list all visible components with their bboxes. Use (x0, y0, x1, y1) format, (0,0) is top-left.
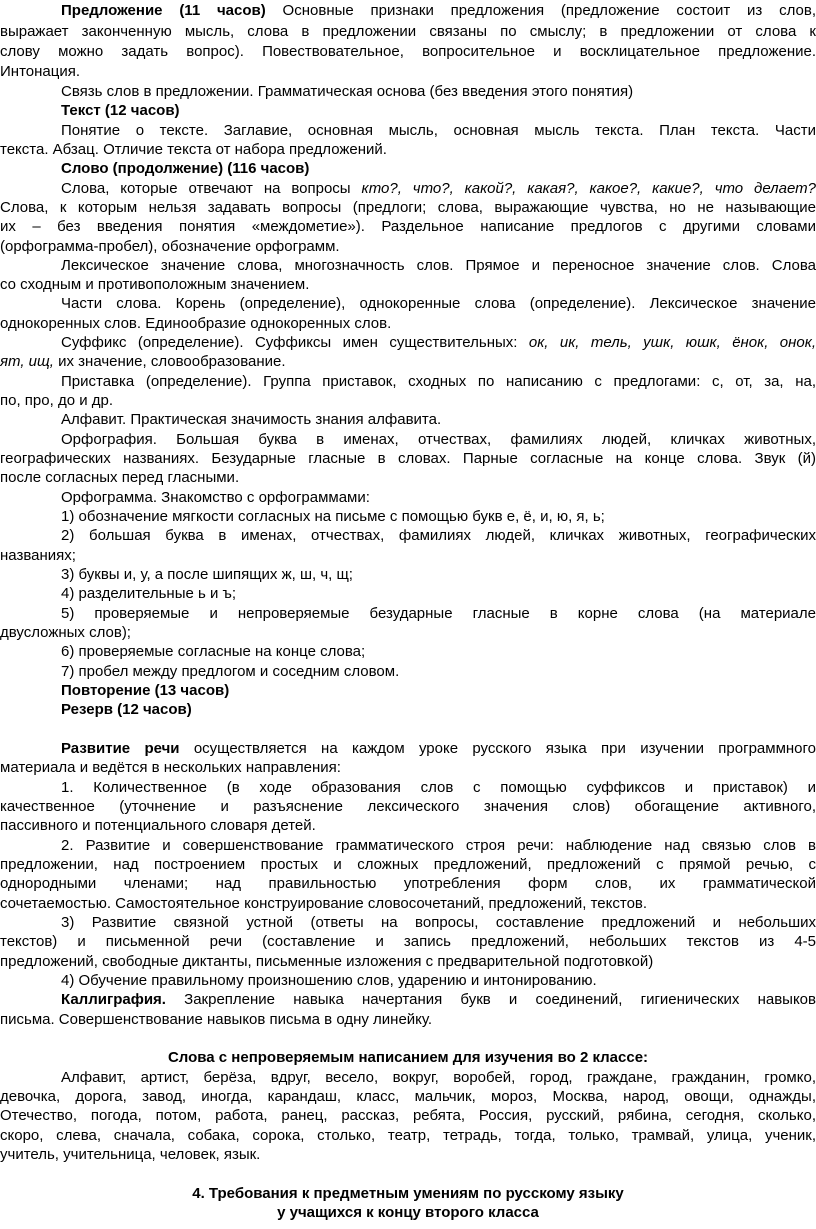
text-segment: качественное (уточнение и разъяснение лексического значения слов) обогащение активного, (0, 798, 816, 815)
text-segment: 2) большая буква в именах, отчествах, фамилиях людей, кличках животных, географических (61, 527, 816, 544)
text-segment: слову можно задать вопрос). Повествовательное, вопросительное и восклицательное предложение. (0, 43, 816, 60)
text-segment: Повторение (13 часов) (61, 682, 230, 699)
text-line (0, 931, 816, 952)
text-segment: Суффикс (определение). Суффиксы имен существительных: (61, 334, 529, 351)
text-segment: Слова, которые отвечают на вопросы (61, 180, 362, 197)
text-line (0, 21, 816, 42)
text-segment: текстов) и письменной речи (составление и запись предложений, небольших текстов из 4-5 (0, 933, 816, 950)
text-line (61, 255, 816, 276)
text-segment: Слова с непроверяемым написанием для изучения во 2 классе: (167, 1049, 649, 1066)
text-segment: их значение, словообразование. (53, 353, 286, 370)
text-segment: названиях; (0, 547, 76, 564)
text-line (61, 409, 761, 430)
text-line (61, 429, 816, 450)
text-segment: со сходным и противоположным значением. (0, 276, 310, 293)
text-segment: двусложных слов); (0, 624, 131, 641)
text-segment: Алфавит. Практическая значимость знания алфавита. (61, 411, 442, 428)
text-segment: Закрепление навыка начертания букв и соединений, гигиенических навыков (165, 991, 816, 1008)
section-heading (0, 1183, 816, 1204)
text-segment: Интонация. (0, 63, 80, 80)
text-segment: Слово (продолжение) (116 часов) (61, 160, 310, 177)
text-segment: однокоренных слов. Единообразие однокоренных слов. (0, 315, 392, 332)
list-item (61, 564, 761, 585)
text-segment: по, про, до и др. (0, 392, 114, 409)
word-list-line (0, 1144, 816, 1165)
text-segment: ят, ищ, (0, 353, 54, 370)
word-list-line (0, 1125, 816, 1146)
word-list-line (0, 1105, 816, 1126)
text-segment: Понятие о тексте. Заглавие, основная мысль, основная мысль текста. План текста. Части (61, 122, 816, 139)
text-segment: (орфограмма-пробел), обозначение орфограмм. (0, 238, 340, 255)
text-segment: материала и ведётся в нескольких направления: (0, 759, 341, 776)
text-segment: 5) проверяемые и непроверяемые безударные гласные в корне слова (на материале (61, 605, 816, 622)
text-segment: Отечество, погода, потом, работа, ранец, рассказ, ребята, Россия, русский, рябина, сегодня, сколько, (0, 1107, 816, 1124)
section-heading (0, 1047, 816, 1068)
text-line (0, 216, 816, 237)
text-segment: Алфавит, артист, берёза, вдруг, весело, вокруг, воробей, город, граждане, гражданин, громко, (61, 1069, 816, 1086)
text-segment: географических названиях. Безударные гласные в словах. Парные согласные на конце слова. Звук (й) (0, 450, 816, 467)
list-item (61, 641, 761, 662)
text-segment: Части слова. Корень (определение), однокоренные слова (определение). Лексическое значение (61, 295, 816, 312)
text-segment: 1) обозначение мягкости согласных на письме с помощью букв е, ё, и, ю, я, ь; (61, 508, 605, 525)
text-line (61, 738, 816, 759)
text-segment: сочетаемостью. Самостоятельное конструирование словосочетаний, предложений, текстов. (0, 895, 648, 912)
text-segment: Каллиграфия. (61, 991, 166, 1008)
section-heading (0, 1202, 816, 1223)
text-segment: текста. Абзац. Отличие текста от набора предложений. (0, 141, 387, 158)
text-line (61, 371, 816, 392)
text-line (0, 1009, 816, 1030)
text-line (61, 120, 816, 141)
text-line (0, 951, 816, 972)
text-line (0, 854, 816, 875)
word-list-line (61, 1067, 816, 1088)
text-segment: кто?, что?, какой?, какая?, какое?, какие?, что делает? (361, 180, 816, 197)
text-line (0, 274, 816, 295)
section-heading (61, 100, 761, 121)
text-segment: скоро, слева, сначала, собака, сорока, столько, театр, тетрадь, тогда, только, трамвай, улица, ученик, (0, 1127, 816, 1144)
text-line (0, 313, 816, 334)
text-segment: Основные признаки предложения (предложение состоит из слов, (265, 2, 816, 19)
text-segment: учитель, учительница, человек, язык. (0, 1146, 261, 1163)
text-segment: 7) пробел между предлогом и соседним словом. (61, 663, 400, 680)
text-segment: однородными членами; над правильностью употребления форм слов, их грамматической (0, 875, 816, 892)
text-line (61, 970, 761, 991)
text-segment: Орфография. Большая буква в именах, отчествах, фамилиях людей, кличках животных, (61, 431, 816, 448)
text-segment: девочка, дорога, завод, иногда, карандаш, класс, мальчик, мороз, Москва, народ, овощи, однажды, (0, 1088, 816, 1105)
text-line (61, 178, 816, 199)
text-line (0, 139, 816, 160)
text-segment: Развитие речи (61, 740, 180, 757)
text-segment: ок, ик, тель, ушк, юшк, ёнок, онок, (528, 334, 816, 351)
text-segment: Предложение (11 часов) (61, 2, 266, 19)
text-line (0, 873, 816, 894)
list-item (61, 661, 761, 682)
text-segment: предложений, свободные диктанты, письменные изложения с предварительной подготовкой) (0, 953, 654, 970)
text-segment: 4) разделительные ь и ъ; (61, 585, 237, 602)
text-line (0, 545, 816, 566)
text-segment: 6) проверяемые согласные на конце слова; (61, 643, 366, 660)
text-line (0, 467, 816, 488)
text-segment: Орфограмма. Знакомство с орфограммами: (61, 489, 370, 506)
text-segment: Текст (12 часов) (61, 102, 180, 119)
text-line (61, 777, 816, 798)
section-heading (61, 158, 761, 179)
text-line (0, 351, 816, 372)
text-segment: Связь слов в предложении. Грамматическая основа (без введения этого понятия) (61, 83, 634, 100)
text-segment: Лексическое значение слова, многозначность слов. Прямое и переносное значение слов. Слова (61, 257, 816, 274)
text-segment: у учащихся к концу второго класса (277, 1204, 539, 1221)
text-line (0, 236, 816, 257)
section-heading (61, 699, 761, 720)
text-line (0, 448, 816, 469)
text-line (61, 81, 761, 102)
text-line (0, 41, 816, 62)
text-line (61, 912, 816, 933)
section-heading (61, 680, 761, 701)
text-line (61, 487, 761, 508)
text-segment: 1. Количественное (в ходе образования слов с помощью суффиксов и приставок) и (61, 779, 816, 796)
text-segment: Слова, к которым нельзя задавать вопросы (предлоги; слова, выражающие чувства, но не называющие (0, 199, 816, 216)
text-line (61, 989, 816, 1010)
text-line (0, 622, 816, 643)
text-line (0, 893, 816, 914)
list-item (61, 603, 816, 624)
text-line (0, 390, 816, 411)
text-segment: их – без введения понятия «междометие»). Раздельное написание предлогов с другими словами (0, 218, 816, 235)
text-segment: выражает законченную мысль, слова в предложении связаны по смыслу; в предложении от слова к (0, 23, 816, 40)
text-segment: предложении, над построением простых и сложных предложений, предложений с прямой речью, с (0, 856, 816, 873)
text-segment: 4) Обучение правильному произношению слов, ударению и интонированию. (61, 972, 597, 989)
text-segment: пассивного и потенциального словаря детей. (0, 817, 316, 834)
text-segment: после согласных перед гласными. (0, 469, 240, 486)
text-segment: 2. Развитие и совершенствование грамматического строя речи: наблюдение над связью слов в (61, 837, 816, 854)
text-segment: Приставка (определение). Группа приставок, сходных по написанию с предлогами: с, от, за, на, (61, 373, 816, 390)
text-segment: 4. Требования к предметным умениям по русскому языку (192, 1185, 624, 1202)
text-line (0, 61, 816, 82)
text-segment: 3) Развитие связной устной (ответы на вопросы, составление предложений и небольших (61, 914, 816, 931)
text-segment: Резерв (12 часов) (61, 701, 192, 718)
text-segment: письма. Совершенствование навыков письма в одну линейку. (0, 1011, 433, 1028)
list-item (61, 525, 816, 546)
text-line (61, 835, 816, 856)
text-line (0, 757, 816, 778)
text-segment: 3) буквы и, у, а после шипящих ж, ш, ч, щ; (61, 566, 353, 583)
text-segment: осуществляется на каждом уроке русского языка при изучении программного (179, 740, 816, 757)
list-item (61, 583, 761, 604)
list-item (61, 506, 761, 527)
text-line (0, 796, 816, 817)
text-line (61, 0, 816, 21)
text-line (61, 332, 816, 353)
text-line (61, 293, 816, 314)
text-line (0, 197, 816, 218)
word-list-line (0, 1086, 816, 1107)
text-line (0, 815, 816, 836)
